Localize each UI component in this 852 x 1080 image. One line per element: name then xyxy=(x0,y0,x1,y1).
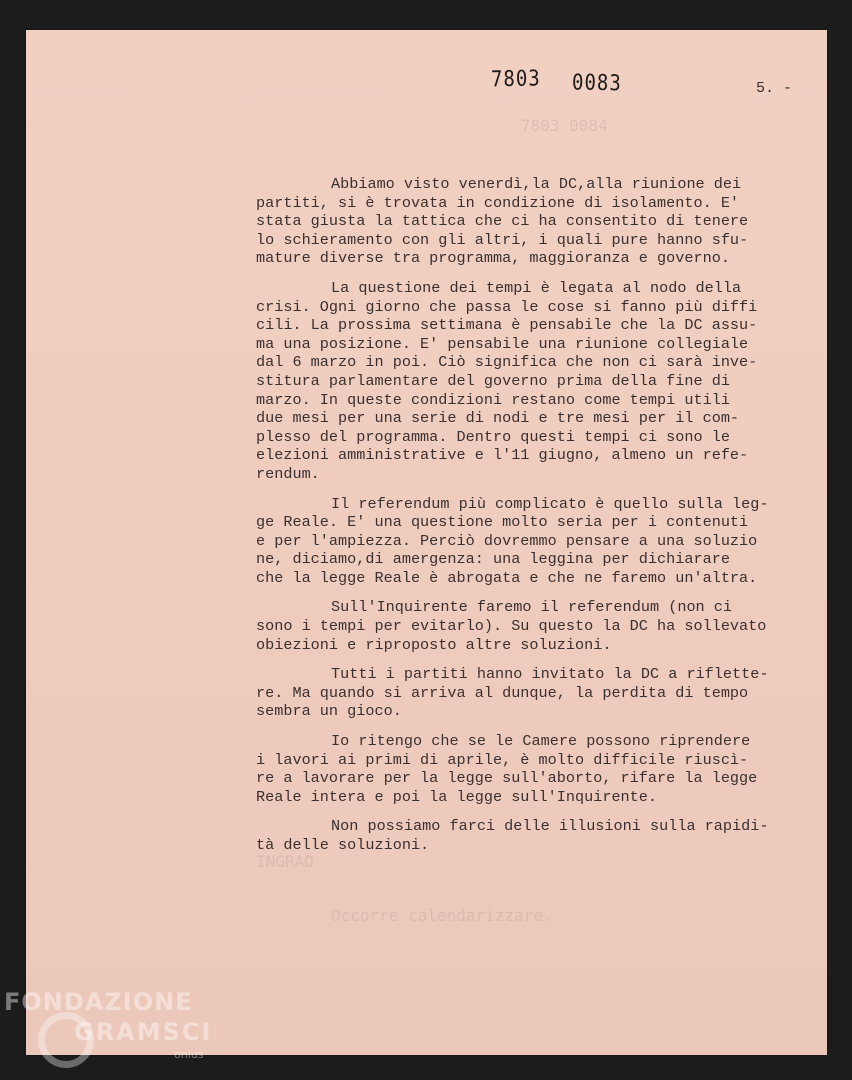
paragraph xyxy=(256,279,816,484)
paragraph xyxy=(256,495,816,588)
text-line: Abbiamo visto venerdì,la DC,alla riunione dei xyxy=(331,175,742,193)
text-line: tà delle soluzioni. xyxy=(256,836,430,854)
text-line: plesso del programma. Dentro questi tempi ci sono le xyxy=(256,427,730,446)
text-line: rendum. xyxy=(256,464,320,483)
text-line: dal 6 marzo in poi. Ciò significa che non ci sarà inve- xyxy=(256,353,758,372)
text-line: Tutti i partiti hanno invitato la DC a riflette- xyxy=(331,665,769,684)
text-line: re a lavorare per la legge sull'aborto, rifare la legge xyxy=(256,769,758,788)
text-line: marzo. In queste condizioni restano come tempi utili xyxy=(256,390,730,409)
text-line: re. Ma quando si arriva al dunque, la perdita di tempo xyxy=(256,683,749,702)
archive-stamp-number-a: 7803 xyxy=(490,65,541,93)
document-body xyxy=(256,175,816,866)
text-line: stitura parlamentare del governo prima della fine di xyxy=(256,371,730,390)
text-line: sembra un gioco. xyxy=(256,702,402,721)
text-line: crisi. Ogni giorno che passa le cose si fanno più diffi xyxy=(256,297,758,316)
watermark-line1: FONDAZIONE xyxy=(4,988,193,1016)
fondazione-gramsci-watermark xyxy=(4,988,224,1068)
paragraph xyxy=(256,817,816,854)
paragraph xyxy=(256,732,816,806)
text-line: mature diverse tra programma, maggioranza e governo. xyxy=(256,249,730,268)
text-line: ge Reale. E' una questione molto seria per i contenuti xyxy=(256,513,749,532)
text-line: obiezioni e riproposto altre soluzioni. xyxy=(256,635,612,654)
text-line: i lavori ai primi di aprile, è molto difficile riuscì- xyxy=(256,750,749,769)
paragraph xyxy=(256,598,816,654)
text-line: Non possiamo farci delle illusioni sulla rapidi- xyxy=(331,817,769,836)
text-line: che la legge Reale è abrogata e che ne faremo un'altra. xyxy=(256,568,758,587)
text-line: La questione dei tempi è legata al nodo della xyxy=(331,278,742,297)
text-line: e per l'ampiezza. Perciò dovremmo pensare a una soluzio xyxy=(256,531,758,550)
watermark-small: onlus xyxy=(174,1048,204,1061)
text-line: stata giusta la tattica che ci ha consentito di tenere xyxy=(256,212,749,231)
text-line: Il referendum più complicato è quello sulla leg- xyxy=(331,494,769,513)
show-through-line: Occorre calendarizzare. xyxy=(331,906,553,925)
watermark-line2: GRAMSCI xyxy=(74,1018,213,1046)
text-line: partiti, si è trovata in condizione di isolamento. E' xyxy=(256,193,740,212)
text-line: due mesi per una serie di nodi e tre mesi per il com- xyxy=(256,409,740,428)
paragraph xyxy=(256,665,816,721)
text-line: elezioni amministrative e l'11 giugno, almeno un refe- xyxy=(256,446,749,465)
paragraph xyxy=(256,175,816,268)
archive-stamp-number-b: 0083 xyxy=(571,69,622,97)
text-line: ma una posizione. E' pensabile una riunione collegiale xyxy=(256,334,749,353)
show-through-stamp: 7803 0084 xyxy=(521,116,608,135)
page-number: 5. - xyxy=(756,80,793,97)
text-line: sono i tempi per evitarlo). Su questo la DC ha sollevato xyxy=(256,617,767,636)
show-through-name: INGRAO xyxy=(256,852,314,871)
text-line: lo schieramento con gli altri, i quali pure hanno sfu- xyxy=(256,230,749,249)
text-line: Reale intera e poi la legge sull'Inquirente. xyxy=(256,787,658,806)
typewritten-page xyxy=(26,30,827,1055)
text-line: ne, diciamo,di amergenza: una leggina per dichiarare xyxy=(256,550,730,569)
text-line: Io ritengo che se le Camere possono riprendere xyxy=(331,732,751,751)
text-line: Sull'Inquirente faremo il referendum (non ci xyxy=(331,598,733,617)
text-line: cili. La prossima settimana è pensabile che la DC assu- xyxy=(256,316,758,335)
